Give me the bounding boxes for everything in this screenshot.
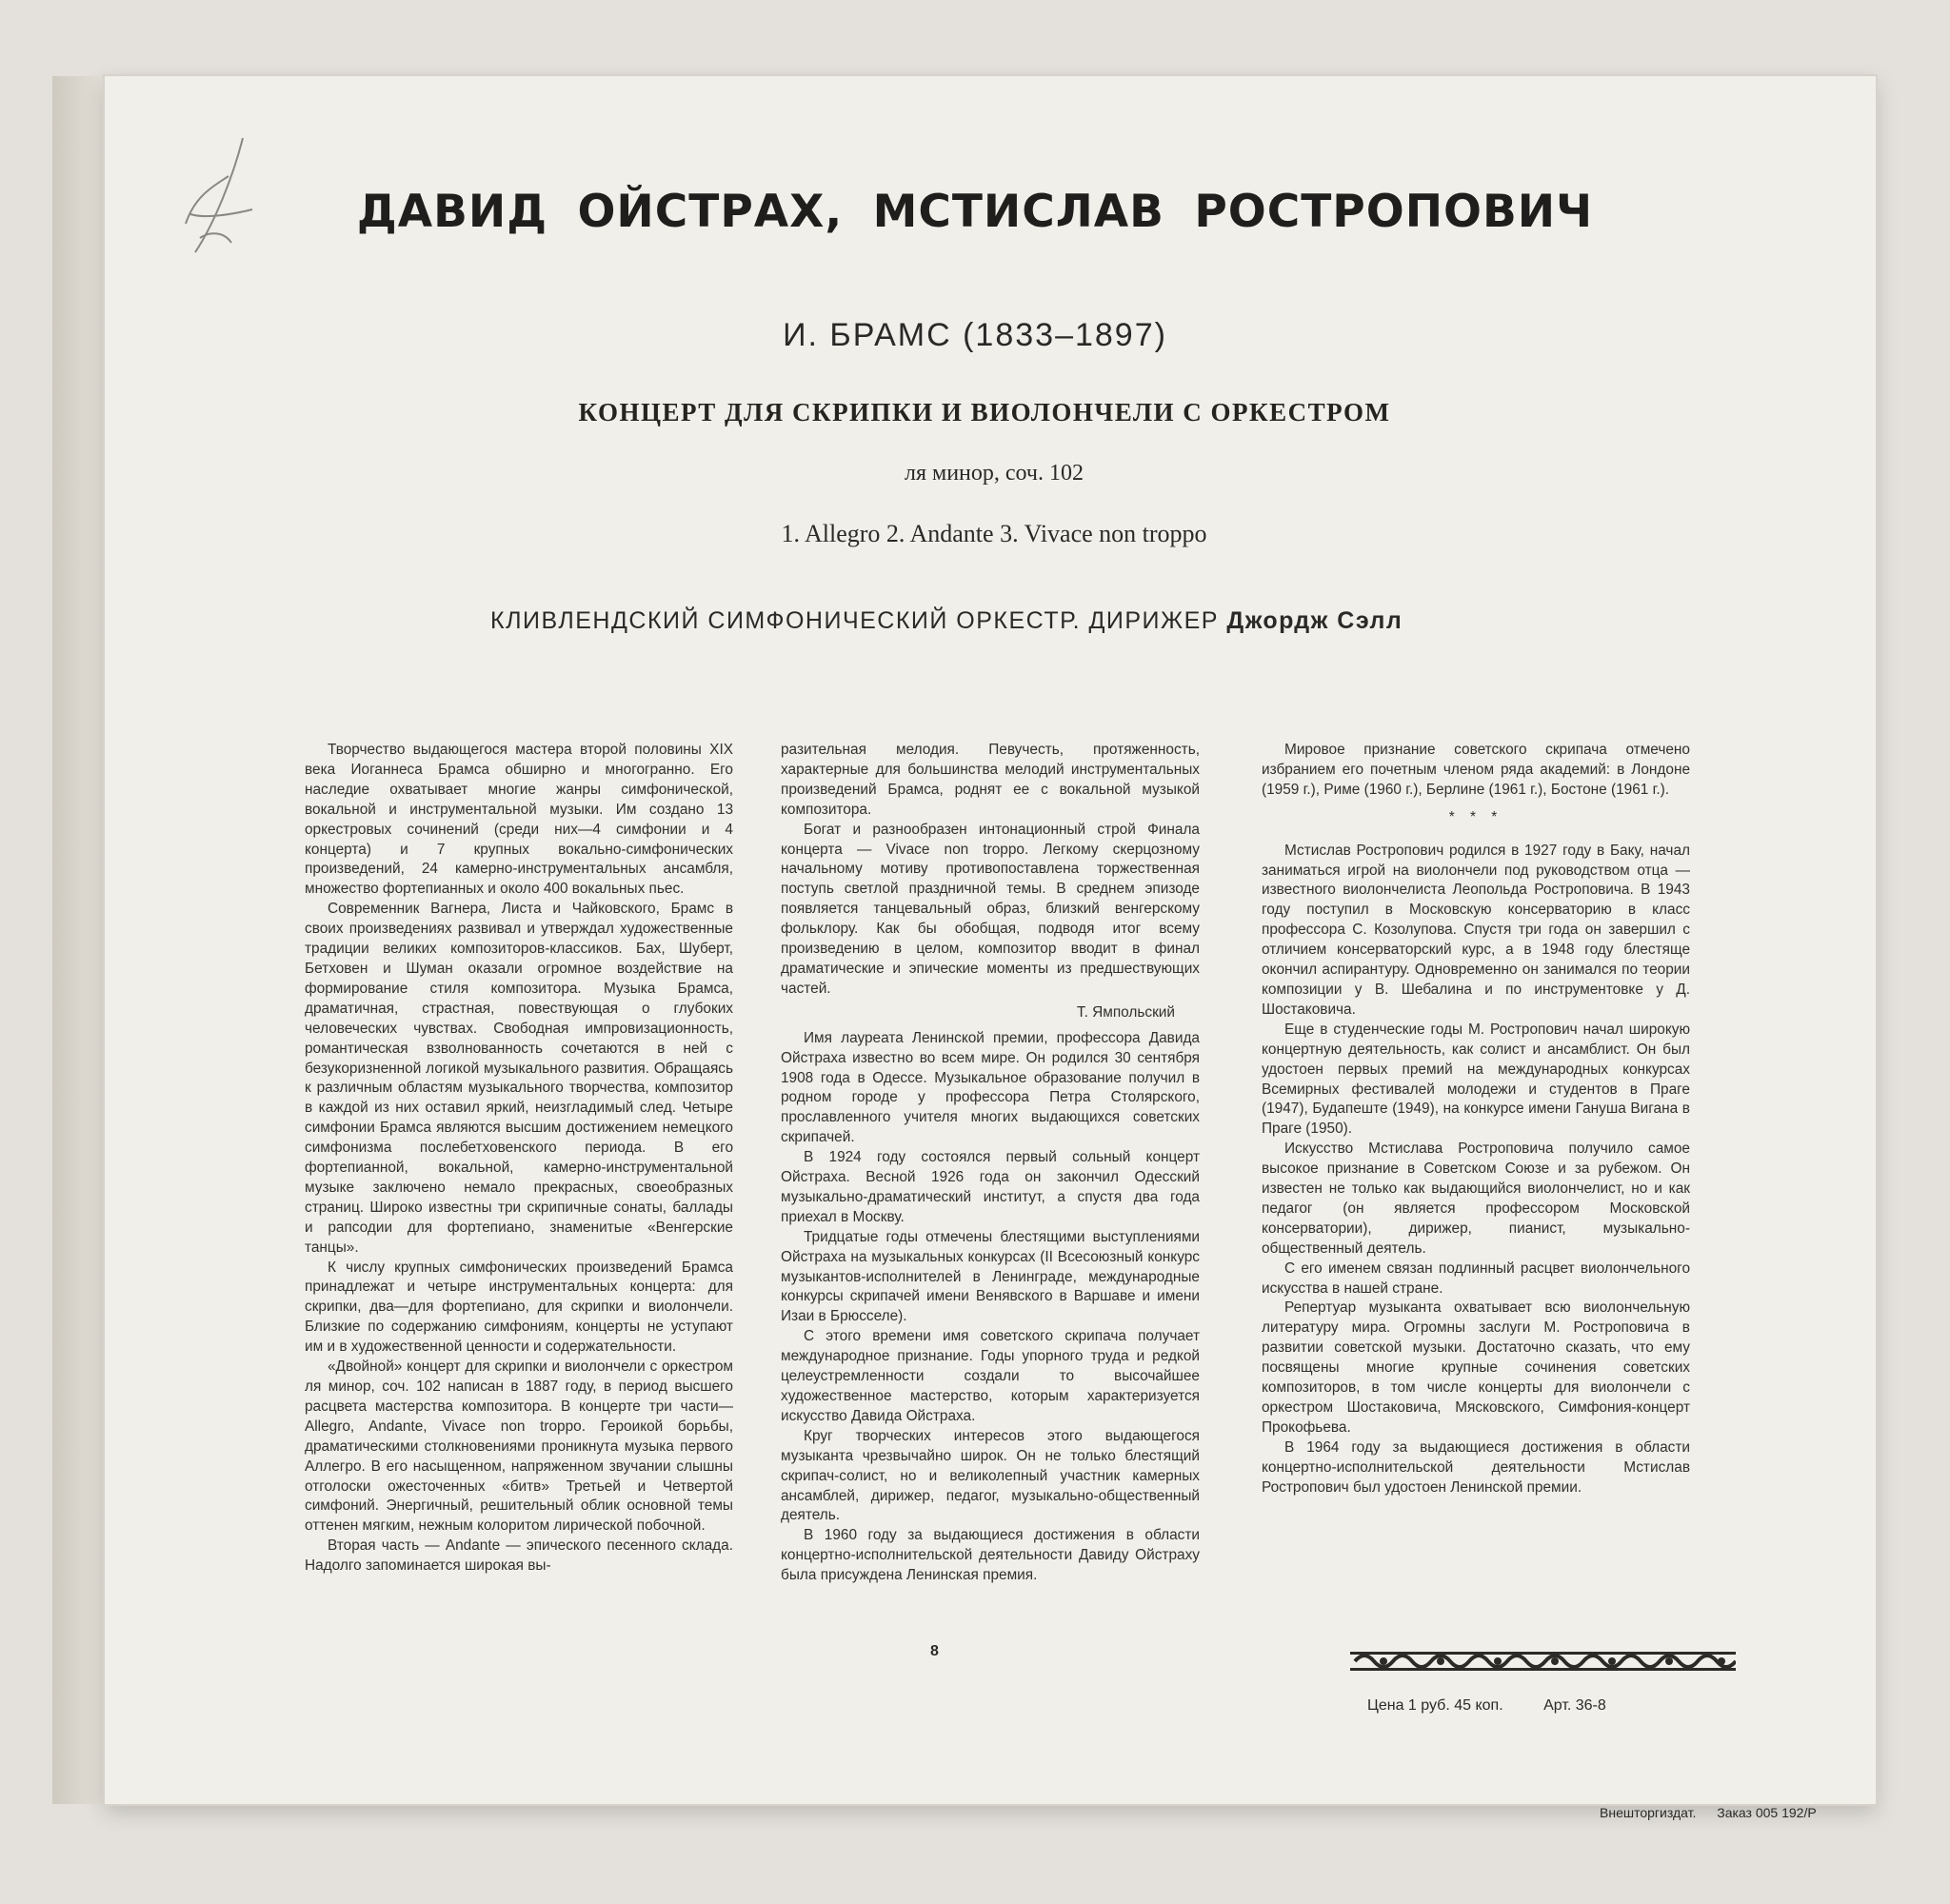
article-number: Арт. 36-8 bbox=[1543, 1697, 1606, 1714]
decorative-ornament-band bbox=[1350, 1644, 1736, 1678]
work-key: ля минор, соч. 102 bbox=[905, 461, 1084, 486]
paragraph: С этого времени имя советского скрипача получает международное признание. Годы упорного труда и редкой целеустремленности создали то высочайшее художественное мастерство, которым характеризуется искусство Давида Ойстраха. bbox=[781, 1328, 1200, 1424]
order-number: Заказ 005 192/Р bbox=[1717, 1805, 1817, 1820]
paragraph: Богат и разнообразен интонационный строй Финала концерта — Vivace non troppo. Легкому скерцозному начальному мотиву противопоставлена торжественная поступь светлой праздничной темы. В среднем эпизоде появляется танцевальный образ, близкий венгерскому фольклору. Как бы обобщая, подводя итог всему произведению в целом, композитор вводит в финал драматические и эпические моменты из предшествующих частей. bbox=[781, 821, 1200, 997]
composer-heading: И. БРАМС (1833–1897) bbox=[783, 317, 1167, 353]
publisher-line bbox=[1600, 1805, 1834, 1820]
liner-notes-column-3 bbox=[1262, 741, 1690, 1498]
publisher: Внешторгиздат. bbox=[1600, 1805, 1697, 1820]
paragraph: В 1960 году за выдающиеся достижения в области концертно-исполнительской деятельности Давиду Ойстраху была присуждена Ленинская премия. bbox=[781, 1527, 1200, 1584]
paragraph: Тридцатые годы отмечены блестящими выступлениями Ойстраха на музыкальных конкурсах (II Всесоюзный конкурс музыкантов-исполнителей в Ленинграде, международные конкурсы скрипачей имени Венявского в Варшаве и имени Изаи в Брюсселе). bbox=[781, 1228, 1200, 1325]
liner-notes-column-1 bbox=[305, 741, 733, 1577]
section-separator: * * * bbox=[1448, 808, 1503, 825]
orchestra-name: КЛИВЛЕНДСКИЙ СИМФОНИЧЕСКИЙ ОРКЕСТР. ДИРИЖЕР bbox=[490, 607, 1219, 634]
paragraph: В 1924 году состоялся первый сольный концерт Ойстраха. Весной 1926 года он закончил Одесский музыкально-драматический институт, а спустя два года приехал в Москву. bbox=[781, 1149, 1200, 1225]
liner-notes-column-2 bbox=[781, 741, 1200, 1586]
paragraph: Мировое признание советского скрипача отмечено избранием его почетным членом ряда академий: в Лондоне (1959 г.), Риме (1960 г.), Берлине (1961 г.), Бостоне (1961 г.). bbox=[1262, 742, 1690, 798]
orchestra-line bbox=[490, 607, 1403, 635]
paragraph: Современник Вагнера, Листа и Чайковского, Брамс в своих произведениях развивал и утверждал художественные традиции великих композиторов-классиков. Бах, Шуберт, Бетховен и Шуман оказали огромное воздействие на формирование стиля композитора. Музыка Брамса, драматичная, страстная, повествующая о глубоких человеческих чувствах. Свободная импровизационность, романтическая взволнованность сочетаются в ней с безукоризненной логикой музыкального развития. Обращаясь к различным областям музыкального творчества, композитор в каждой из них оставил яркий, неизгладимый след. Четыре симфонии Брамса являются высшим достижением немецкого симфонизма послебетховенского периода. В его фортепианной, вокальной, камерно-инструментальной музыке заключено немало прекрасных, своеобразных страниц. Широко известны три скрипичные сонаты, баллады и рапсодии для фортепиано, знаменитые «Венгерские танцы». bbox=[305, 901, 733, 1256]
paragraph: Вторая часть — Andante — эпического песенного склада. Надолго запоминается широкая вы- bbox=[305, 1537, 733, 1575]
paragraph: Творчество выдающегося мастера второй половины XIX века Иоганнеса Брамса обширно и многогранно. Его наследие охватывает многие жанры симфонической, вокальной и инструментальной музыки. Им создано 13 оркестровых сочинений (среди них—4 симфонии и 4 концерта) и 7 крупных вокально-симфонических произведений, 24 камерно-инструментальных ансамбля, множество фортепианных и около 400 вокальных пьес. bbox=[305, 742, 733, 898]
paragraph: Круг творческих интересов этого выдающегося музыканта чрезвычайно широк. Он не только блестящий скрипач-солист, но и великолепный участник камерных ансамблей, дирижер, педагог, музыкально-общественный деятель. bbox=[781, 1427, 1200, 1524]
paragraph: Репертуар музыканта охватывает всю виолончельную литературу мира. Огромны заслуги М. Ростроповича в развитии советской музыки. Достаточно сказать, что ему посвящены многие крупные сочинения советских композиторов, в том числе концерты для виолончели с оркестром Шостаковича, Мясковского, Симфония-концерт Прокофьева. bbox=[1262, 1299, 1690, 1436]
movements-list: 1. Allegro 2. Andante 3. Vivace non troppo bbox=[781, 520, 1207, 547]
paragraph: Еще в студенческие годы М. Ростропович начал широкую концертную деятельность, как солист и ансамблист. Он был удостоен первых премий на международных конкурсах Всемирных фестивалей молодежи и студентов в Праге (1947), Будапеште (1949), на конкурсе имени Гануша Вигана в Праге (1950). bbox=[1262, 1021, 1690, 1138]
paragraph: «Двойной» концерт для скрипки и виолончели с оркестром ля минор, соч. 102 написан в 1887 году, в период высшего расцвета мастерства композитора. В концерте три части—Allegro, Andante, Vivace non troppo. Героикой борьбы, драматическими столкновениями проникнута музыка первого Аллегро. В его насыщенном, напряженном звучании слышны отголоски ожесточенных «битв» Третьей и Четвертой симфоний. Энергичный, решительный облик основной темы оттенен мягким, нежным колоритом лирической побочной. bbox=[305, 1359, 733, 1535]
author-signature: Т. Ямпольский bbox=[1076, 1003, 1175, 1021]
paragraph: К числу крупных симфонических произведений Брамса принадлежат и четыре инструментальных концерта: для скрипки, два—для фортепиано, для скрипки и виолончели. Близкие по содержанию симфониям, концерты не уступают им и в художественной ценности и содержательности. bbox=[305, 1259, 733, 1356]
page-number: 8 bbox=[930, 1643, 939, 1659]
price-line bbox=[1367, 1697, 1642, 1715]
paragraph: В 1964 году за выдающиеся достижения в области концертно-исполнительской деятельности Мстислав Ростропович был удостоен Ленинской премии. bbox=[1262, 1438, 1690, 1496]
price: Цена 1 руб. 45 коп. bbox=[1367, 1697, 1503, 1714]
paragraph: Мстислав Ростропович родился в 1927 году в Баку, начал заниматься игрой на виолончели под руководством отца — известного виолончелиста Леопольда Ростроповича. В 1943 году поступил в Московскую консерваторию в класс профессора С. Козолупова. Спустя три года он завершил с отличием консерваторский курс, а в 1948 году блестяще окончил аспирантуру. Одновременно он занимался по теории композиции у В. Шебалина и по инструментовке у Д. Шостаковича. bbox=[1262, 842, 1690, 1018]
conductor-name: Джордж Сэлл bbox=[1226, 607, 1403, 634]
paragraph: Имя лауреата Ленинской премии, профессора Давида Ойстраха известно во всем мире. Он родился 30 сентября 1908 года в Одессе. Музыкальное образование получил в родном городе у профессора Петра Столярского, прославленного учителя многих выдающихся советских скрипачей. bbox=[781, 1029, 1200, 1146]
performers-title: ДАВИД ОЙСТРАХ, МСТИСЛАВ РОСТРОПОВИЧ bbox=[356, 186, 1594, 238]
paragraph: Искусство Мстислава Ростроповича получило самое высокое признание в Советском Союзе и за рубежом. Он известен не только как выдающийся виолончелист, но и как педагог (он является профессором Московской консерватории), дирижер, пианист, музыкально-общественный деятель. bbox=[1262, 1140, 1690, 1257]
paragraph: разительная мелодия. Певучесть, протяженность, характерные для большинства мелодий инструментальных произведений Брамса, роднят ее с вокальной музыкой композитора. bbox=[781, 742, 1200, 818]
paragraph: С его именем связан подлинный расцвет виолончельного искусства в нашей стране. bbox=[1262, 1259, 1690, 1297]
work-title: КОНЦЕРТ ДЛЯ СКРИПКИ И ВИОЛОНЧЕЛИ С ОРКЕСТРОМ bbox=[578, 398, 1391, 426]
